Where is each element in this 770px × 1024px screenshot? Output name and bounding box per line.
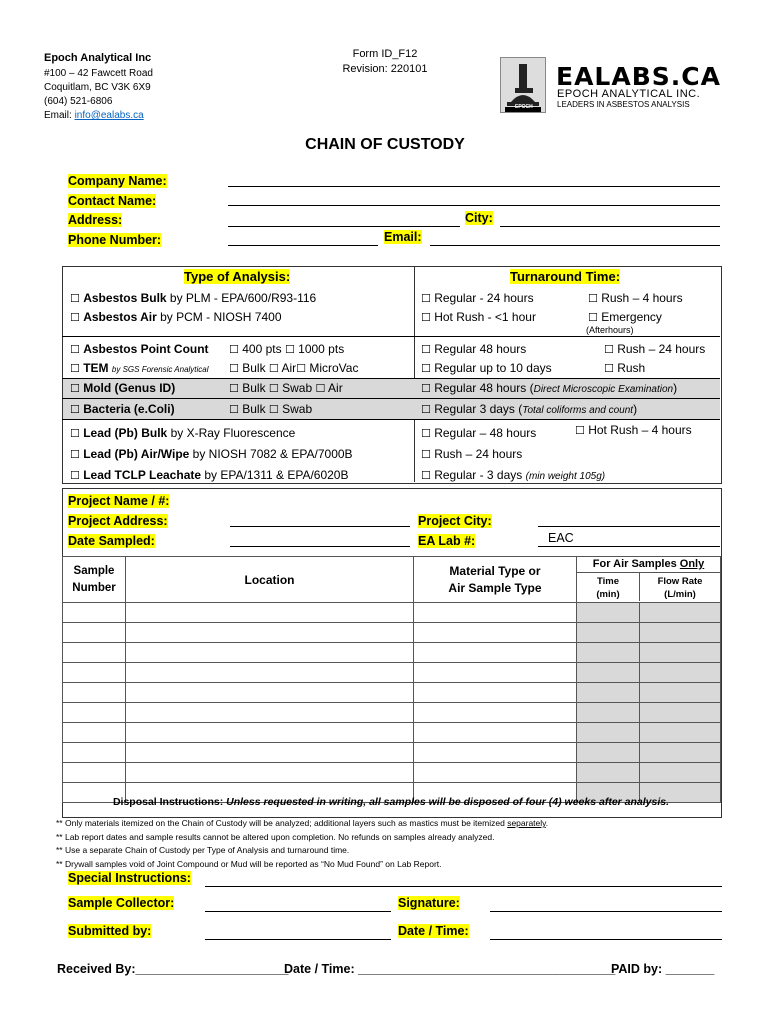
swab-label: Swab: [282, 381, 313, 395]
checkbox-icon[interactable]: ☐: [229, 343, 239, 356]
material-cell[interactable]: [414, 763, 577, 783]
tat-rush-4[interactable]: [588, 289, 683, 308]
flow-rate-cell[interactable]: [640, 623, 721, 643]
checkbox-icon[interactable]: ☐: [604, 343, 614, 356]
material-cell[interactable]: [414, 623, 577, 643]
checkbox-icon[interactable]: ☐: [70, 311, 80, 324]
time-cell[interactable]: [577, 723, 640, 743]
received-date-time[interactable]: Date / Time: _____________________________________: [284, 962, 616, 976]
checkbox-icon[interactable]: ☐: [268, 362, 279, 375]
note-3: ** Use a separate Chain of Custody per Type of Analysis and turnaround time.: [56, 845, 350, 855]
location-cell[interactable]: [126, 743, 414, 763]
checkbox-icon[interactable]: ☐: [229, 362, 239, 375]
contact-name-field[interactable]: [228, 205, 720, 206]
sep-1: [62, 336, 720, 337]
tat-rush-24-lead-label: Rush – 24 hours: [434, 447, 523, 461]
form-id: Form ID_F12: [352, 48, 418, 60]
ea-lab-field[interactable]: [538, 546, 720, 547]
note-4: ** Drywall samples void of Joint Compound or Mud will be reported as “No Mud Found” on Lab Report.: [56, 858, 442, 869]
lead-tclp-method: by EPA/1311 & EPA/6020B: [201, 468, 349, 482]
project-city-label: Project City:: [418, 514, 492, 528]
col-sample: Sample: [73, 565, 115, 577]
checkbox-icon[interactable]: ☐: [315, 382, 326, 395]
tat-rush[interactable]: [604, 359, 705, 378]
tat-rush-label: Rush: [617, 361, 646, 375]
sample-number-cell[interactable]: [63, 623, 126, 643]
note-1-underline: separately: [507, 818, 546, 828]
min-weight-note: (min weight 105g): [525, 471, 606, 482]
sample-collector-field[interactable]: [205, 911, 391, 912]
tem-bulk-option[interactable]: [229, 361, 266, 375]
material-cell[interactable]: [414, 703, 577, 723]
sample-row: [63, 663, 721, 683]
checkbox-icon[interactable]: ☐: [421, 469, 431, 482]
address-line-2: Coquitlam, BC V3K 6X9: [44, 82, 151, 93]
mold-bulk-option[interactable]: [229, 381, 266, 395]
checkbox-icon[interactable]: ☐: [421, 403, 431, 416]
location-cell[interactable]: [126, 763, 414, 783]
bacteria-label: Bacteria (e.Coli): [83, 402, 175, 416]
bulk-label: Bulk: [242, 402, 266, 416]
sample-row: [63, 763, 721, 783]
air-samples-header: [577, 557, 721, 603]
tat-regular-48[interactable]: [421, 340, 552, 359]
company-name-field[interactable]: [228, 186, 720, 187]
time-cell[interactable]: [577, 603, 640, 623]
address-field[interactable]: [228, 226, 460, 227]
mold-label: Mold (Genus ID): [83, 381, 176, 395]
ea-lab-label: EA Lab #:: [418, 534, 476, 548]
time-header: [577, 573, 640, 601]
checkbox-icon[interactable]: ☐: [70, 362, 80, 375]
pts-400-option[interactable]: [229, 342, 282, 356]
logo-tagline: LEADERS IN ASBESTOS ANALYSIS: [557, 100, 690, 109]
checkbox-icon[interactable]: ☐: [421, 362, 431, 375]
received-by[interactable]: Received By:______________________: [57, 962, 289, 976]
note-2: ** Lab report dates and sample results cannot be altered upon completion. No refunds on samples already analyzed.: [56, 831, 495, 842]
lead-bulk-label: Lead (Pb) Bulk: [83, 426, 168, 440]
special-instructions-field[interactable]: [205, 886, 722, 887]
lead-tclp-option[interactable]: [70, 465, 353, 486]
city-label: City:: [465, 211, 493, 225]
company-phone: (604) 521-6806: [44, 96, 113, 107]
tat-dme-close: ): [673, 381, 678, 395]
checkbox-icon[interactable]: ☐: [268, 382, 279, 395]
sample-number-cell[interactable]: [63, 743, 126, 763]
tat-hot-rush-1-label: Hot Rush - <1 hour: [434, 310, 536, 324]
mold-air-option[interactable]: [316, 381, 343, 395]
material-header: [414, 557, 577, 603]
flow-rate-cell[interactable]: [640, 643, 721, 663]
date-time-field[interactable]: [490, 939, 722, 940]
date-time-label: Date / Time:: [398, 924, 469, 938]
bulk-label: Bulk: [242, 361, 266, 375]
sample-number-cell[interactable]: [63, 663, 126, 683]
date-sampled-label: Date Sampled:: [68, 534, 155, 548]
asbestos-bulk-label: Asbestos Bulk: [83, 291, 167, 305]
mold-option[interactable]: [70, 381, 175, 395]
checkbox-icon[interactable]: ☐: [268, 403, 279, 416]
tem-provider: by SGS Forensic Analytical: [111, 365, 209, 374]
page-title: CHAIN OF CUSTODY: [305, 136, 465, 153]
bacteria-bulk-option[interactable]: [229, 402, 266, 416]
time-cell[interactable]: [577, 763, 640, 783]
checkbox-icon[interactable]: ☐: [70, 427, 80, 440]
address-line-1: #100 – 42 Fawcett Road: [44, 68, 153, 79]
signature-field[interactable]: [490, 911, 722, 912]
location-header: Location: [126, 557, 414, 603]
address-label: Address:: [68, 213, 123, 227]
time-cell[interactable]: [577, 703, 640, 723]
sample-number-cell[interactable]: [63, 683, 126, 703]
tem-microvac-option[interactable]: [296, 361, 358, 375]
sample-row: [63, 703, 721, 723]
city-field[interactable]: [500, 226, 720, 227]
pts-1000-label: 1000 pts: [298, 342, 345, 356]
checkbox-icon[interactable]: ☐: [421, 343, 431, 356]
project-city-field[interactable]: [538, 526, 720, 527]
checkbox-icon[interactable]: ☐: [588, 311, 598, 324]
client-labels: [68, 172, 167, 250]
signature-label: Signature:: [398, 896, 460, 910]
tat-regular-3-days-lead[interactable]: [421, 465, 605, 487]
checkbox-icon[interactable]: ☐: [421, 448, 431, 461]
analysis-divider: [414, 266, 415, 482]
project-address-field[interactable]: [230, 526, 410, 527]
note-1-end: .: [545, 818, 549, 828]
tat-regular-10-label: Regular up to 10 days: [434, 361, 552, 375]
sample-number-cell[interactable]: [63, 763, 126, 783]
location-cell[interactable]: [126, 683, 414, 703]
disposal-text: Unless requested in writing, all samples will be disposed of four (4) weeks after analysis.: [226, 796, 670, 808]
phone-field[interactable]: [228, 245, 378, 246]
sep-4: [62, 419, 720, 420]
sample-number-cell[interactable]: [63, 703, 126, 723]
bacteria-option[interactable]: [70, 402, 175, 416]
checkbox-icon[interactable]: ☐: [421, 382, 431, 395]
col-material-2: Air Sample Type: [448, 580, 542, 595]
material-cell[interactable]: [414, 663, 577, 683]
asbestos-bulk-method: by PLM - EPA/600/R93-116: [166, 291, 317, 305]
note-1: [56, 817, 548, 831]
sample-table: [62, 556, 721, 803]
pts-400-label: 400 pts: [242, 342, 282, 356]
checkbox-icon[interactable]: ☐: [70, 343, 80, 356]
email-link[interactable]: info@ealabs.ca: [74, 110, 144, 121]
flow-rate-cell[interactable]: [640, 603, 721, 623]
col-lmin: (L/min): [664, 589, 696, 600]
checkbox-icon[interactable]: ☐: [70, 469, 80, 482]
tat-hot-rush-4-label: Hot Rush – 4 hours: [588, 423, 692, 437]
time-cell[interactable]: [577, 663, 640, 683]
microvac-label: MicroVac: [309, 361, 359, 375]
sample-number-header: [63, 557, 126, 603]
material-cell[interactable]: [414, 723, 577, 743]
checkbox-icon[interactable]: ☐: [70, 292, 80, 305]
checkbox-icon[interactable]: ☐: [575, 424, 585, 437]
disposal-label: Disposal Instructions:: [112, 796, 224, 808]
time-cell[interactable]: [577, 743, 640, 763]
logo-main: EALABS.CA: [556, 62, 721, 91]
location-cell[interactable]: [126, 643, 414, 663]
asbestos-air-method: by PCM - NIOSH 7400: [156, 310, 282, 324]
sample-number-cell[interactable]: [63, 603, 126, 623]
contact-name-label: Contact Name:: [68, 193, 157, 208]
email-field-label: Email:: [384, 230, 422, 244]
tat-coliform-italic: Total coliforms and count: [522, 405, 634, 416]
time-cell[interactable]: [577, 643, 640, 663]
tat-dme-italic: Direct Microscopic Examination: [533, 384, 674, 395]
apc-label: Asbestos Point Count: [83, 342, 209, 356]
phone-number-label: Phone Number:: [68, 232, 162, 247]
tat-coliform-prefix: Regular 3 days (: [434, 402, 523, 416]
tat-regular-48-dme[interactable]: [421, 381, 677, 395]
type-of-analysis-header: Type of Analysis:: [184, 269, 291, 284]
location-cell[interactable]: [126, 723, 414, 743]
tat-hot-rush-1[interactable]: [421, 308, 536, 327]
tem-label: TEM: [83, 361, 109, 375]
material-cell[interactable]: [414, 683, 577, 703]
note-1-text: ** Only materials itemized on the Chain of Custody will be analyzed; additional layers such as mastics must be itemized: [56, 818, 508, 828]
checkbox-icon[interactable]: ☐: [229, 382, 239, 395]
logo-badge: EPOCH: [515, 104, 533, 110]
asbestos-bulk-option[interactable]: [70, 289, 316, 308]
col-number: Number: [72, 582, 116, 594]
special-instructions-label: Special Instructions:: [68, 871, 191, 885]
flow-rate-cell[interactable]: [640, 683, 721, 703]
tem-air-option[interactable]: [269, 361, 296, 375]
location-cell[interactable]: [126, 603, 414, 623]
afterhours-note: (Afterhours): [586, 325, 634, 335]
tat-regular-24[interactable]: [421, 289, 536, 308]
col-min: (min): [596, 589, 620, 600]
asbestos-point-count-option[interactable]: [70, 340, 209, 359]
form-revision: Revision: 220101: [342, 63, 428, 75]
company-address: [44, 67, 153, 123]
tem-option[interactable]: [70, 359, 209, 379]
flow-rate-cell[interactable]: [640, 743, 721, 763]
flow-rate-cell[interactable]: [640, 763, 721, 783]
tat-regular-48-label: Regular 48 hours: [434, 342, 527, 356]
location-cell[interactable]: [126, 623, 414, 643]
tat-regular-3-days-label: Regular - 3 days: [434, 468, 523, 482]
lead-air-label: Lead (Pb) Air/Wipe: [83, 447, 190, 461]
tat-rush-24-lead[interactable]: [421, 444, 605, 465]
swab-label: Swab: [282, 402, 313, 416]
air-label: Air: [328, 381, 343, 395]
flow-rate-cell[interactable]: [640, 663, 721, 683]
checkbox-icon[interactable]: ☐: [296, 362, 306, 375]
material-cell[interactable]: [414, 603, 577, 623]
mold-swab-option[interactable]: [269, 381, 312, 395]
tat-regular-10-days[interactable]: [421, 359, 552, 378]
sample-number-cell[interactable]: [63, 723, 126, 743]
material-cell[interactable]: [414, 743, 577, 763]
lead-air-method: by NIOSH 7082 & EPA/7000B: [189, 447, 353, 461]
company-name: Epoch Analytical Inc: [44, 52, 152, 64]
email-field[interactable]: [430, 245, 720, 246]
tat-regular-3-days-coliform[interactable]: [421, 402, 637, 416]
form-info: [330, 47, 440, 77]
col-material-1: Material Type or: [449, 563, 541, 578]
email-label: Email:: [44, 110, 72, 121]
date-sampled-field[interactable]: [230, 546, 410, 547]
material-cell[interactable]: [414, 643, 577, 663]
turnaround-header: Turnaround Time:: [510, 269, 621, 284]
tat-dme-prefix: Regular 48 hours (: [434, 381, 534, 395]
microscope-logo-icon: [500, 57, 546, 113]
submitted-by-label: Submitted by:: [68, 924, 152, 938]
sample-row: [63, 683, 721, 703]
checkbox-icon[interactable]: ☐: [588, 292, 598, 305]
col-time: Time: [596, 576, 619, 587]
sep-3: [62, 398, 720, 399]
sample-row: [63, 623, 721, 643]
notes: [56, 817, 548, 871]
col-flow: Flow Rate: [657, 576, 703, 587]
air-header-only: Only: [679, 558, 705, 570]
checkbox-icon[interactable]: ☐: [421, 311, 431, 324]
flow-rate-cell[interactable]: [640, 703, 721, 723]
asbestos-air-label: Asbestos Air: [83, 310, 157, 324]
bacteria-swab-option[interactable]: [269, 402, 312, 416]
ea-lab-value: EAC: [548, 531, 574, 545]
lead-air-option[interactable]: [70, 444, 353, 465]
logo-sub: EPOCH ANALYTICAL INC.: [557, 88, 701, 100]
submitted-by-field[interactable]: [205, 939, 391, 940]
sample-row: [63, 643, 721, 663]
location-cell[interactable]: [126, 703, 414, 723]
time-cell[interactable]: [577, 623, 640, 643]
air-label: Air: [281, 361, 297, 375]
project-name-label: Project Name / #:: [68, 494, 170, 508]
flow-rate-header: [640, 573, 720, 601]
tat-regular-24-label: Regular - 24 hours: [434, 291, 534, 305]
air-header-text: For Air Samples: [592, 558, 680, 570]
tat-rush-24[interactable]: [604, 340, 705, 359]
disposal-instructions: [62, 796, 720, 808]
tat-regular-48-lead-label: Regular – 48 hours: [434, 426, 537, 440]
flow-rate-cell[interactable]: [640, 723, 721, 743]
sample-number-cell[interactable]: [63, 643, 126, 663]
company-name-label: Company Name:: [68, 174, 167, 188]
tat-emergency-label: Emergency: [601, 310, 662, 324]
checkbox-icon[interactable]: ☐: [70, 403, 80, 416]
tat-hot-rush-4[interactable]: [575, 423, 692, 437]
lead-bulk-method: by X-Ray Fluorescence: [167, 426, 296, 440]
asbestos-air-option[interactable]: [70, 308, 316, 327]
checkbox-icon[interactable]: ☐: [229, 403, 239, 416]
checkbox-icon[interactable]: ☐: [421, 427, 431, 440]
checkbox-icon[interactable]: ☐: [284, 343, 295, 356]
tat-rush-4-label: Rush – 4 hours: [601, 291, 683, 305]
sample-row: [63, 723, 721, 743]
bulk-label: Bulk: [242, 381, 266, 395]
paid-by[interactable]: PAID by: _______: [611, 962, 715, 976]
location-cell[interactable]: [126, 663, 414, 683]
sample-row: [63, 743, 721, 763]
checkbox-icon[interactable]: ☐: [421, 292, 431, 305]
pts-1000-option[interactable]: [285, 342, 344, 356]
sample-collector-label: Sample Collector:: [68, 896, 175, 910]
checkbox-icon[interactable]: ☐: [604, 362, 614, 375]
tat-coliform-close: ): [633, 402, 638, 416]
sample-row: [63, 603, 721, 623]
time-cell[interactable]: [577, 683, 640, 703]
tat-rush-24-label: Rush – 24 hours: [617, 342, 706, 356]
project-address-label: Project Address:: [68, 514, 168, 528]
checkbox-icon[interactable]: ☐: [70, 382, 80, 395]
checkbox-icon[interactable]: ☐: [70, 448, 80, 461]
lead-tclp-label: Lead TCLP Leachate: [83, 468, 202, 482]
lead-bulk-option[interactable]: [70, 423, 353, 444]
